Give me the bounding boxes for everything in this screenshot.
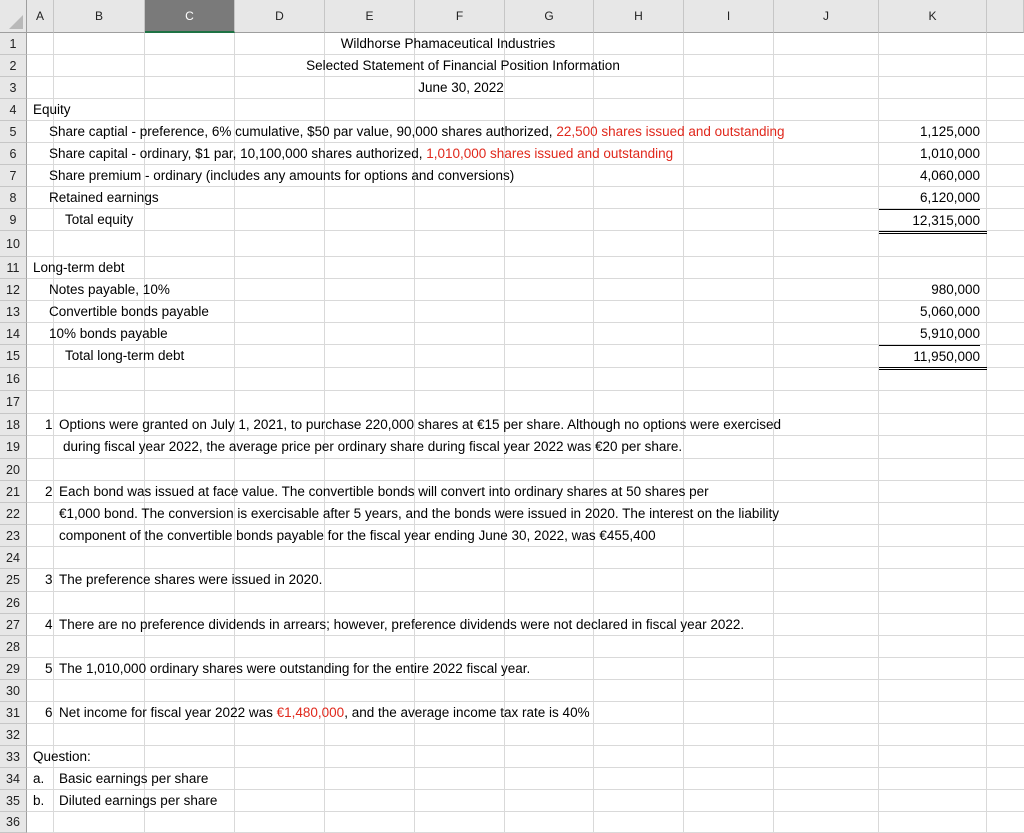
note-3-number[interactable]: 3 bbox=[45, 572, 53, 587]
note-1-line-2[interactable]: during fiscal year 2022, the average price per ordinary share during fiscal year 2022 was €20 per share. bbox=[63, 439, 683, 454]
note-2-line-2[interactable]: €1,000 bond. The conversion is exercisable after 5 years, and the bonds were issued in 2020. The interest on the liability bbox=[59, 506, 779, 521]
row-header-19[interactable]: 19 bbox=[0, 436, 27, 459]
convertible-bonds-value[interactable]: 5,060,000 bbox=[919, 304, 980, 319]
statement-date[interactable]: June 30, 2022 bbox=[418, 80, 504, 95]
column-header-i[interactable]: I bbox=[684, 0, 774, 33]
total-equity-double-underline bbox=[879, 231, 987, 234]
notes-payable-value[interactable]: 980,000 bbox=[931, 282, 980, 297]
note-2-line-1[interactable]: Each bond was issued at face value. The convertible bonds will convert into ordinary shares at 50 shares per bbox=[59, 484, 709, 499]
company-title[interactable]: Wildhorse Phamaceutical Industries bbox=[340, 36, 556, 51]
row-header-20[interactable]: 20 bbox=[0, 459, 27, 481]
row-header-33[interactable]: 33 bbox=[0, 746, 27, 768]
column-header-c[interactable]: C bbox=[145, 0, 235, 33]
bonds-payable-label[interactable]: 10% bonds payable bbox=[49, 326, 168, 341]
question-heading[interactable]: Question: bbox=[33, 749, 91, 764]
grid-row-line bbox=[27, 367, 1024, 368]
note-5-number[interactable]: 5 bbox=[45, 661, 53, 676]
notes-payable-label[interactable]: Notes payable, 10% bbox=[49, 282, 170, 297]
ord-share-capital-label[interactable]: Share capital - ordinary, $1 par, 10,100,000 shares authorized, 1,010,000 shares issued and outstanding bbox=[49, 146, 674, 161]
column-header-f[interactable]: F bbox=[415, 0, 505, 33]
column-header-d[interactable]: D bbox=[235, 0, 325, 33]
column-header-a[interactable]: A bbox=[27, 0, 54, 33]
question-b-text[interactable]: Diluted earnings per share bbox=[59, 793, 218, 808]
row-header-18[interactable]: 18 bbox=[0, 414, 27, 436]
row-header-1[interactable]: 1 bbox=[0, 33, 27, 55]
row-header-12[interactable]: 12 bbox=[0, 279, 27, 301]
row-header-28[interactable]: 28 bbox=[0, 636, 27, 658]
row-header-16[interactable]: 16 bbox=[0, 368, 27, 391]
note-4-number[interactable]: 4 bbox=[45, 617, 53, 632]
row-header-36[interactable]: 36 bbox=[0, 812, 27, 833]
row-header-32[interactable]: 32 bbox=[0, 724, 27, 746]
column-header-filler bbox=[987, 0, 1024, 33]
bonds-payable-value[interactable]: 5,910,000 bbox=[919, 326, 980, 341]
row-header-3[interactable]: 3 bbox=[0, 77, 27, 99]
column-header-e[interactable]: E bbox=[325, 0, 415, 33]
row-header-7[interactable]: 7 bbox=[0, 165, 27, 187]
net-income-highlight: €1,480,000 bbox=[276, 705, 345, 720]
grid-column-line bbox=[986, 33, 987, 833]
note-2-number[interactable]: 2 bbox=[45, 484, 53, 499]
select-all-corner[interactable] bbox=[0, 0, 27, 33]
total-equity-label[interactable]: Total equity bbox=[65, 212, 134, 227]
pref-shares-issued-highlight: 22,500 shares issued and outstanding bbox=[556, 124, 785, 139]
total-debt-label[interactable]: Total long-term debt bbox=[65, 348, 185, 363]
row-header-29[interactable]: 29 bbox=[0, 658, 27, 680]
total-equity-value[interactable]: 12,315,000 bbox=[879, 209, 980, 231]
ord-shares-issued-highlight: 1,010,000 shares issued and outstanding bbox=[426, 146, 674, 161]
note-6-number[interactable]: 6 bbox=[45, 705, 53, 720]
row-header-10[interactable]: 10 bbox=[0, 231, 27, 257]
grid-row-line bbox=[27, 745, 1024, 746]
column-header-h[interactable]: H bbox=[594, 0, 684, 33]
row-header-35[interactable]: 35 bbox=[0, 790, 27, 812]
row-header-30[interactable]: 30 bbox=[0, 680, 27, 702]
question-a-text[interactable]: Basic earnings per share bbox=[59, 771, 209, 786]
row-header-22[interactable]: 22 bbox=[0, 503, 27, 525]
row-header-14[interactable]: 14 bbox=[0, 323, 27, 345]
column-header-b[interactable]: B bbox=[54, 0, 145, 33]
row-header-11[interactable]: 11 bbox=[0, 257, 27, 279]
equity-heading[interactable]: Equity bbox=[33, 102, 71, 117]
row-header-13[interactable]: 13 bbox=[0, 301, 27, 323]
retained-earnings-label[interactable]: Retained earnings bbox=[49, 190, 159, 205]
note-2-line-3[interactable]: component of the convertible bonds payable for the fiscal year ending June 30, 2022, was €455,400 bbox=[59, 528, 656, 543]
row-header-31[interactable]: 31 bbox=[0, 702, 27, 724]
share-premium-value[interactable]: 4,060,000 bbox=[919, 168, 980, 183]
column-header-g[interactable]: G bbox=[505, 0, 594, 33]
note-6-text[interactable]: Net income for fiscal year 2022 was €1,480,000, and the average income tax rate is 40% bbox=[59, 705, 590, 720]
row-header-23[interactable]: 23 bbox=[0, 525, 27, 547]
grid-row-line bbox=[27, 458, 1024, 459]
share-premium-label[interactable]: Share premium - ordinary (includes any amounts for options and conversions) bbox=[49, 168, 515, 183]
row-header-17[interactable]: 17 bbox=[0, 391, 27, 414]
debt-heading[interactable]: Long-term debt bbox=[33, 260, 125, 275]
question-b-letter[interactable]: b. bbox=[33, 793, 45, 808]
total-debt-value[interactable]: 11,950,000 bbox=[879, 345, 980, 367]
row-header-9[interactable]: 9 bbox=[0, 209, 27, 231]
grid-row-line bbox=[27, 591, 1024, 592]
pref-share-capital-label[interactable]: Share captial - preference, 6% cumulative, $50 par value, 90,000 shares authorized, 22,500 shares issued and outstanding bbox=[49, 124, 785, 139]
grid-row-line bbox=[27, 278, 1024, 279]
row-header-24[interactable]: 24 bbox=[0, 547, 27, 569]
row-header-8[interactable]: 8 bbox=[0, 187, 27, 209]
row-header-21[interactable]: 21 bbox=[0, 481, 27, 503]
row-header-2[interactable]: 2 bbox=[0, 55, 27, 77]
row-header-15[interactable]: 15 bbox=[0, 345, 27, 368]
note-3-text[interactable]: The preference shares were issued in 2020. bbox=[59, 572, 323, 587]
note-5-text[interactable]: The 1,010,000 ordinary shares were outstanding for the entire 2022 fiscal year. bbox=[59, 661, 531, 676]
row-header-4[interactable]: 4 bbox=[0, 99, 27, 121]
row-header-34[interactable]: 34 bbox=[0, 768, 27, 790]
row-header-26[interactable]: 26 bbox=[0, 592, 27, 614]
grid-row-line bbox=[27, 256, 1024, 257]
total-debt-double-underline bbox=[879, 367, 987, 370]
question-a-letter[interactable]: a. bbox=[33, 771, 45, 786]
note-1-line-1[interactable]: Options were granted on July 1, 2021, to purchase 220,000 shares at €15 per share. Although no options were exercised bbox=[59, 417, 781, 432]
ord-share-capital-value[interactable]: 1,010,000 bbox=[919, 146, 980, 161]
row-header-6[interactable]: 6 bbox=[0, 143, 27, 165]
grid-row-line bbox=[27, 390, 1024, 391]
retained-earnings-value[interactable]: 6,120,000 bbox=[919, 190, 980, 205]
row-header-27[interactable]: 27 bbox=[0, 614, 27, 636]
convertible-bonds-label[interactable]: Convertible bonds payable bbox=[49, 304, 209, 319]
column-header-k[interactable]: K bbox=[879, 0, 987, 33]
note-4-text[interactable]: There are no preference dividends in arrears; however, preference dividends were not declared in fiscal year 2022. bbox=[59, 617, 745, 632]
grid-row-line bbox=[27, 208, 1024, 209]
grid-row-line bbox=[27, 230, 1024, 231]
column-header-j[interactable]: J bbox=[774, 0, 879, 33]
note-1-number[interactable]: 1 bbox=[45, 417, 53, 432]
pref-share-capital-value[interactable]: 1,125,000 bbox=[919, 124, 980, 139]
row-header-25[interactable]: 25 bbox=[0, 569, 27, 592]
row-header-5[interactable]: 5 bbox=[0, 121, 27, 143]
statement-subtitle[interactable]: Selected Statement of Financial Position Information bbox=[306, 58, 620, 73]
